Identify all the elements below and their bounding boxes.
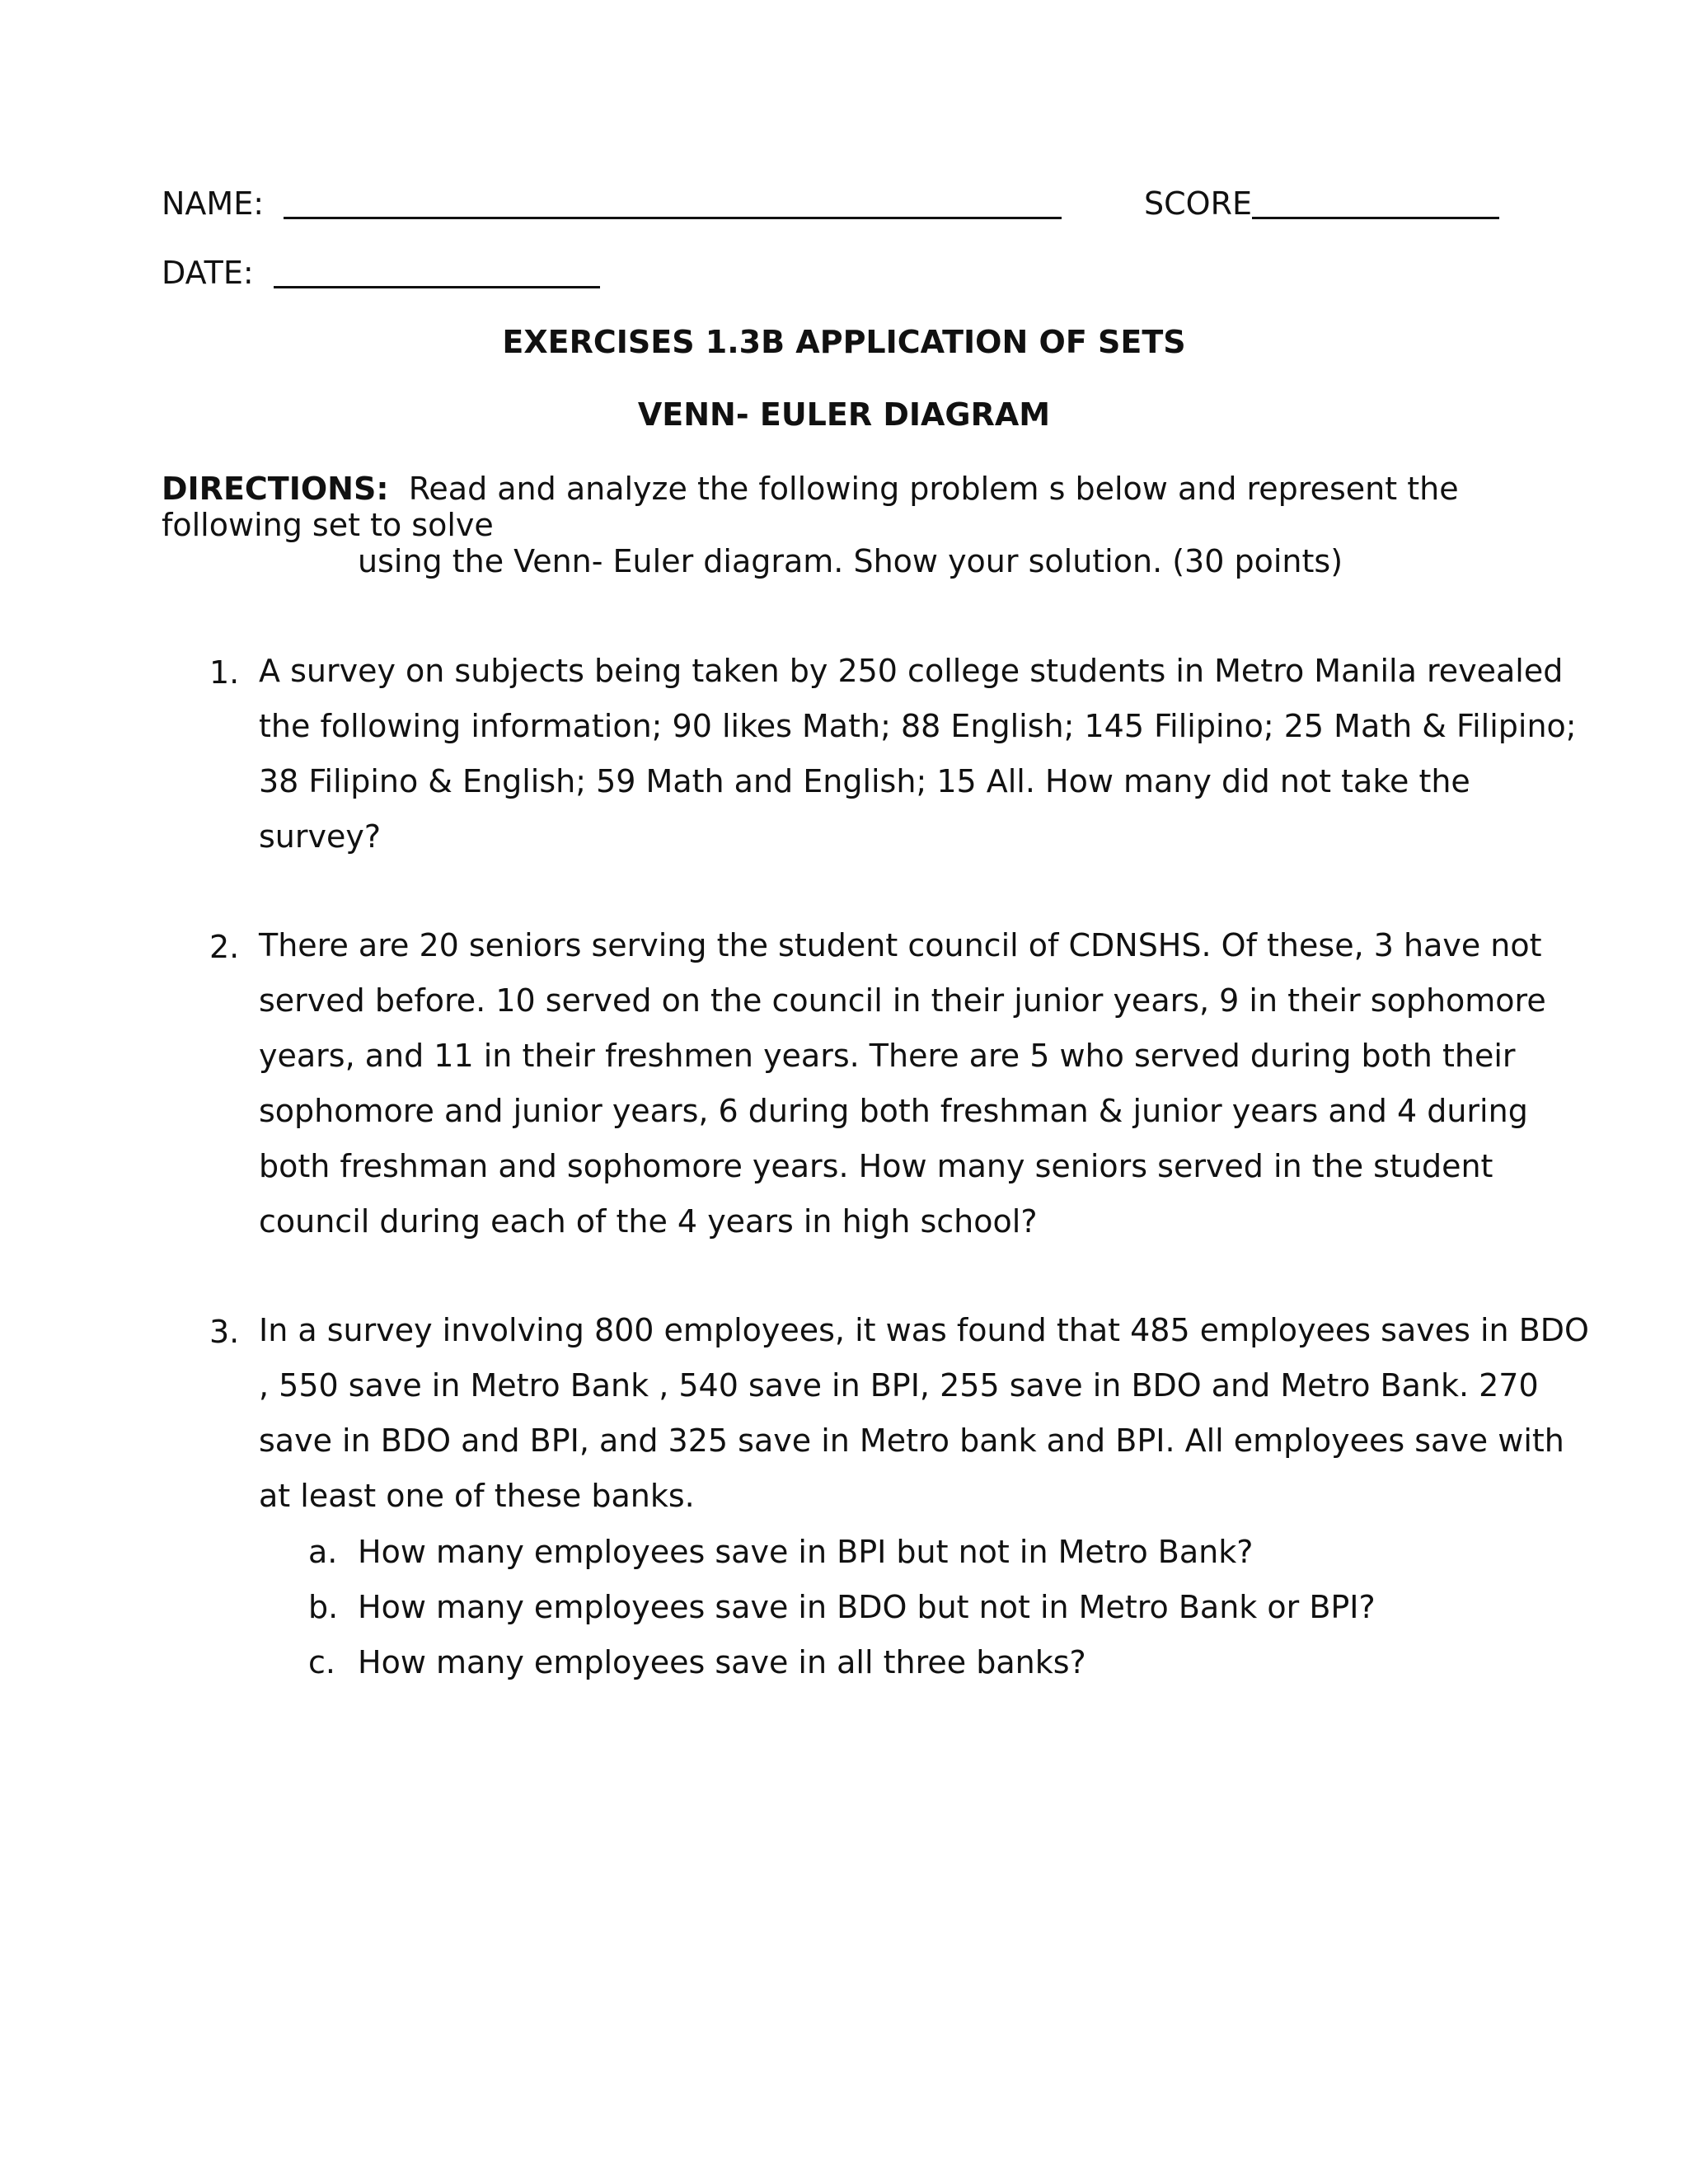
date-blank[interactable]	[274, 283, 600, 288]
directions-text-1: Read and analyze the following problem s below and represent the	[408, 471, 1459, 507]
sub-question	[308, 1536, 1253, 1568]
date-row	[162, 255, 600, 291]
sub-question-letter: c.	[308, 1644, 335, 1680]
problem-number: 1.	[209, 654, 240, 691]
page-subtitle: VENN- EULER DIAGRAM	[637, 396, 1051, 433]
problem-number: 3.	[209, 1314, 240, 1350]
sub-question-text: How many employees save in all three banks?	[358, 1644, 1086, 1680]
directions-line-2: following set to solve	[162, 507, 494, 543]
problem-text: A survey on subjects being taken by 250 college students in Metro Manila revealed the following information; 90 likes Math; 88 English; 145 Filipino; 25 Math & Filipino; 38 Filipino & English; 59 Math and English; 15 All. How many did not take the survey?	[259, 653, 1577, 855]
score-label: SCORE	[1144, 185, 1252, 222]
sub-question	[308, 1644, 1086, 1680]
score-row	[1144, 185, 1499, 222]
problem-text: There are 20 seniors serving the student council of CDNSHS. Of these, 3 have not served before. 10 served on the council in their junior years, 9 in their sophomore years, and 11 in their freshmen years. There are 5 who served during both their sophomore and junior years, 6 during both freshman & junior years and 4 during both freshman and sophomore years. How many seniors served in the student council during each of the 4 years in high school?	[259, 927, 1546, 1240]
name-label: NAME:	[162, 185, 265, 222]
problem-number: 2.	[209, 929, 240, 965]
name-row	[162, 185, 1062, 222]
sub-question-text: How many employees save in BDO but not in Metro Bank or BPI?	[358, 1589, 1376, 1625]
problem-text: In a survey involving 800 employees, it was found that 485 employees saves in BDO , 550 save in Metro Bank , 540 save in BPI, 255 save in BDO and Metro Bank. 270 save in BDO and BPI, and 325 save in Metro bank and BPI. All employees save with at least one of these banks.	[259, 1312, 1589, 1514]
directions-line-1	[162, 471, 1459, 507]
sub-question-letter: a.	[308, 1534, 338, 1570]
sub-question-text: How many employees save in BPI but not in Metro Bank?	[358, 1534, 1254, 1570]
sub-question	[308, 1591, 1376, 1623]
date-label: DATE:	[162, 255, 254, 291]
score-blank[interactable]	[1252, 213, 1499, 219]
directions-label: DIRECTIONS:	[162, 471, 389, 507]
name-blank[interactable]	[284, 213, 1062, 219]
page-title: EXERCISES 1.3B APPLICATION OF SETS	[502, 324, 1186, 360]
directions-line-3: using the Venn- Euler diagram. Show your solution. (30 points)	[358, 543, 1343, 579]
sub-question-letter: b.	[308, 1589, 339, 1625]
